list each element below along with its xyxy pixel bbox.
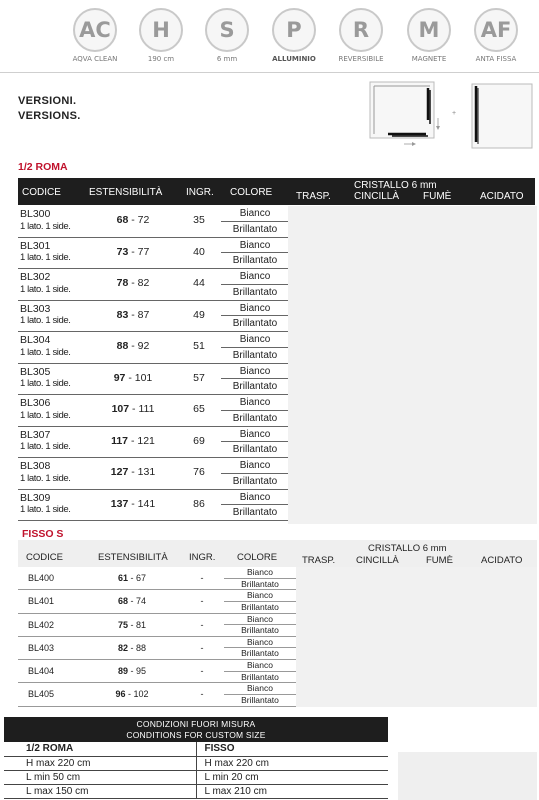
colore-2: Brillantato [232, 223, 278, 235]
row-code [20, 460, 71, 485]
colore-2: Brillantato [241, 601, 279, 612]
versions-en: VERSIONS. [18, 110, 81, 122]
colore-2: Brillantato [232, 255, 278, 266]
ext-max: 72 [137, 214, 150, 226]
ext-max: 74 [136, 596, 147, 607]
row-ingr: - [200, 642, 204, 653]
row-code: BL405 [28, 689, 55, 700]
row-colore [221, 490, 289, 521]
row-extensibility: 68 - 74 [117, 596, 147, 607]
ext-min: 97 [113, 371, 126, 384]
colore-2: Brillantato [232, 444, 278, 455]
colore-2: Brillantato [241, 578, 279, 589]
side-note: 1 lato. 1 side. [20, 472, 71, 484]
ext-min: 73 [116, 245, 129, 258]
ext-min: 82 [117, 642, 128, 653]
colore-1: Bianco [221, 364, 289, 380]
table-row [18, 395, 288, 427]
feature-icons [60, 8, 536, 68]
colore-1: Bianco [221, 490, 289, 506]
section-title-roma: 1/2 ROMA [18, 161, 68, 173]
conditions-col1-title: 1/2 ROMA [4, 742, 196, 756]
row-code: BL402 [28, 619, 55, 630]
colore-2: Brillantato [232, 286, 278, 298]
row-code [20, 208, 71, 233]
row-code: BL400 [28, 573, 55, 583]
row-ingr: - [200, 573, 204, 583]
feature-caption: ANTA FISSA [475, 55, 517, 63]
row-extensibility: 96 - 102 [115, 689, 149, 700]
row-ingr: - [200, 596, 204, 607]
versions-label [18, 94, 81, 124]
col-cristallo: CRISTALLO 6 mm [368, 543, 447, 554]
row-code [20, 429, 71, 454]
table2-body [18, 567, 296, 707]
ext-max: 95 [136, 666, 147, 677]
table1-glass-area [288, 206, 537, 524]
feature-r [326, 8, 396, 63]
code-value: BL307 [20, 428, 51, 441]
feature-caption: ALLUMINIO [272, 55, 316, 63]
row-extensibility: 68 - 72 [116, 214, 150, 226]
height-icon: H [139, 8, 183, 52]
colore-2: Brillantato [232, 507, 278, 518]
row-colore [221, 427, 289, 458]
row-extensibility: 137 - 141 [110, 497, 156, 510]
row-code [20, 303, 71, 328]
col-ingr: INGR. [186, 187, 214, 198]
col-acidato: ACIDATO [481, 555, 523, 566]
ext-max: 121 [137, 434, 155, 447]
feature-h [126, 8, 196, 63]
table-row [18, 332, 288, 364]
ext-min: 61 [117, 573, 128, 583]
row-colore [221, 364, 289, 395]
code-value: BL302 [20, 271, 51, 283]
col-trasp: TRASP. [302, 555, 336, 566]
row-code [20, 366, 71, 391]
row-extensibility: 117 - 121 [111, 434, 155, 447]
versions-it: VERSIONI. [18, 95, 77, 107]
row-extensibility: 61 - 67 [117, 573, 147, 583]
colore-2: Brillantato [232, 318, 278, 329]
conditions-cell: L max 210 cm [196, 784, 388, 798]
side-note: 1 lato. 1 side. [20, 220, 71, 232]
row-code: BL404 [28, 666, 55, 677]
ext-max: 101 [134, 371, 153, 384]
col-ingr: INGR. [189, 552, 216, 563]
custom-conditions [4, 717, 388, 799]
row-ingr: 51 [193, 340, 205, 352]
col-codice: CODICE [22, 187, 61, 198]
table-row [18, 660, 296, 683]
ext-min: 75 [117, 619, 128, 630]
colore-2: Brillantato [241, 625, 279, 636]
colore-1: Bianco [221, 332, 289, 348]
ext-max: 82 [137, 277, 150, 289]
side-note: 1 lato. 1 side. [20, 315, 71, 326]
row-extensibility: 88 - 92 [116, 340, 150, 352]
col-estensibilita: ESTENSIBILITÀ [89, 187, 163, 198]
code-value: BL303 [20, 302, 51, 315]
ext-min: 88 [116, 340, 129, 352]
conditions-cell: H max 220 cm [4, 756, 196, 770]
ext-min: 117 [111, 434, 129, 447]
row-code: BL401 [28, 596, 55, 607]
table-row [18, 238, 288, 270]
feature-caption: REVERSIBILE [338, 55, 384, 63]
conditions-cell: L max 150 cm [4, 784, 196, 798]
colore-1: Bianco [221, 238, 289, 254]
section-title-fisso: FISSO S [22, 528, 64, 540]
col-acidato: ACIDATO [480, 191, 524, 202]
row-code: BL403 [28, 642, 55, 653]
table-row [18, 269, 288, 301]
profile-icon: P [272, 8, 316, 52]
conditions-cell: L min 20 cm [196, 770, 388, 784]
colore-2: Brillantato [232, 412, 278, 424]
row-colore [221, 332, 289, 363]
side-note: 1 lato. 1 side. [20, 283, 71, 295]
ext-min: 89 [117, 666, 128, 677]
colore-1: Bianco [221, 301, 289, 317]
conditions-col2-title: FISSO [196, 742, 388, 756]
row-colore [221, 458, 289, 489]
table2-glass-area [296, 567, 537, 707]
colore-2: Brillantato [232, 381, 278, 392]
ext-max: 81 [136, 619, 147, 630]
row-colore [221, 395, 289, 426]
code-value: BL309 [20, 491, 51, 504]
colore-1: Bianco [224, 614, 296, 626]
feature-s [192, 8, 262, 63]
ext-max: 88 [136, 642, 147, 653]
feature-ac [60, 8, 130, 63]
row-ingr: - [200, 619, 204, 630]
side-note: 1 lato. 1 side. [20, 409, 71, 421]
row-colore [224, 590, 296, 613]
code-value: BL308 [20, 460, 51, 472]
feature-caption: 190 cm [147, 55, 175, 63]
row-colore [224, 614, 296, 637]
feature-m [394, 8, 464, 63]
row-colore [221, 269, 289, 300]
conditions-grey-block [398, 752, 537, 800]
colore-2: Brillantato [241, 695, 279, 706]
table-row [18, 490, 288, 522]
row-extensibility: 73 - 77 [116, 245, 150, 258]
table-row [18, 590, 296, 613]
col-fume: FUMÈ [426, 555, 453, 566]
ext-min: 83 [116, 308, 129, 321]
ext-min: 68 [117, 596, 128, 607]
colore-1: Bianco [221, 458, 289, 474]
row-code [20, 271, 71, 296]
row-ingr: 76 [193, 466, 205, 478]
col-fume: FUMÈ [423, 191, 452, 202]
ac-icon: AC [73, 8, 117, 52]
ext-min: 137 [110, 497, 129, 510]
side-note: 1 lato. 1 side. [20, 346, 71, 358]
col-cincilla: CINCILLÀ [356, 555, 399, 566]
ext-min: 78 [116, 277, 129, 289]
colore-1: Bianco [224, 637, 296, 649]
feature-caption: 6 mm [216, 55, 238, 63]
ext-min: 68 [116, 214, 129, 226]
ext-max: 92 [137, 340, 150, 352]
row-extensibility: 75 - 81 [117, 619, 147, 630]
ext-min: 107 [111, 403, 130, 415]
ext-max: 131 [137, 466, 156, 478]
ext-max: 67 [136, 573, 147, 583]
table1-body [18, 206, 288, 521]
top-divider [0, 72, 539, 73]
table-row [18, 683, 296, 706]
diagram-plus: + [452, 110, 457, 117]
row-ingr: 57 [193, 371, 205, 384]
row-extensibility: 82 - 88 [117, 642, 147, 653]
feature-caption: MAGNETE [411, 55, 447, 63]
version-diagram-fixed [470, 82, 538, 152]
feature-caption: AQVA CLEAN [72, 55, 118, 63]
col-cristallo: CRISTALLO 6 mm [354, 180, 437, 191]
row-extensibility: 97 - 101 [113, 371, 153, 384]
row-extensibility: 107 - 111 [111, 403, 155, 415]
magnet-icon: M [407, 8, 451, 52]
code-value: BL304 [20, 334, 51, 346]
code-value: BL300 [20, 208, 51, 220]
colore-2: Brillantato [241, 648, 279, 659]
table-row [18, 567, 296, 590]
ext-min: 127 [110, 466, 129, 478]
conditions-table [4, 742, 388, 799]
row-colore [224, 683, 296, 706]
table-row [18, 206, 288, 238]
row-ingr: 44 [193, 277, 205, 289]
table-row [18, 364, 288, 396]
row-extensibility: 127 - 131 [110, 466, 156, 478]
conditions-title-en: CONDITIONS FOR CUSTOM SIZE [126, 730, 266, 740]
colore-1: Bianco [221, 395, 289, 411]
table2-header [18, 540, 537, 567]
row-code [20, 334, 71, 359]
side-note: 1 lato. 1 side. [20, 504, 71, 515]
version-diagram-corner [368, 80, 448, 150]
colore-1: Bianco [224, 683, 296, 695]
row-ingr: 86 [193, 497, 205, 510]
col-trasp: TRASP. [296, 191, 331, 202]
code-value: BL301 [20, 239, 51, 252]
table-row [18, 427, 288, 459]
row-ingr: 69 [193, 434, 205, 447]
thickness-icon: S [205, 8, 249, 52]
row-extensibility: 89 - 95 [117, 666, 147, 677]
row-ingr: - [200, 689, 204, 700]
col-cincilla: CINCILLÀ [354, 191, 400, 202]
feature-af [461, 8, 531, 63]
ext-max: 77 [137, 245, 150, 258]
table-row [18, 614, 296, 637]
ext-max: 111 [138, 403, 155, 415]
col-codice: CODICE [26, 552, 63, 563]
colore-2: Brillantato [232, 475, 278, 487]
fixed-panel-icon: AF [474, 8, 518, 52]
code-value: BL306 [20, 397, 51, 409]
row-colore [224, 567, 296, 590]
col-colore: COLORE [237, 552, 278, 563]
conditions-cell: H max 220 cm [196, 756, 388, 770]
conditions-cell: L min 50 cm [4, 770, 196, 784]
table1-header [18, 178, 535, 205]
row-extensibility: 78 - 82 [116, 277, 150, 289]
colore-1: Bianco [224, 567, 296, 579]
col-colore: COLORE [230, 187, 273, 198]
feature-p [259, 8, 329, 63]
side-note: 1 lato. 1 side. [20, 441, 71, 452]
table-row [18, 637, 296, 660]
colore-1: Bianco [224, 660, 296, 672]
row-extensibility: 83 - 87 [116, 308, 150, 321]
row-colore [224, 637, 296, 660]
conditions-title-it: CONDIZIONI FUORI MISURA [136, 719, 256, 729]
table-row [18, 301, 288, 333]
table-row [18, 458, 288, 490]
ext-max: 141 [137, 497, 156, 510]
colore-1: Bianco [221, 427, 289, 443]
row-ingr: 40 [193, 245, 205, 258]
row-ingr: 65 [193, 403, 205, 415]
ext-max: 87 [137, 308, 150, 321]
colore-1: Bianco [224, 590, 296, 602]
row-code [20, 397, 71, 422]
colore-2: Brillantato [232, 349, 278, 361]
row-ingr: - [200, 666, 204, 677]
row-colore [221, 238, 289, 269]
colore-1: Bianco [221, 269, 289, 285]
col-estensibilita: ESTENSIBILITÀ [98, 552, 168, 563]
row-code [20, 492, 71, 517]
row-code [20, 240, 71, 265]
ext-min: 96 [115, 689, 126, 700]
colore-2: Brillantato [241, 671, 279, 682]
side-note: 1 lato. 1 side. [20, 378, 71, 389]
row-colore [224, 660, 296, 683]
row-ingr: 49 [193, 308, 205, 321]
conditions-header [4, 717, 388, 742]
row-colore [221, 206, 289, 237]
row-ingr: 35 [193, 214, 205, 226]
code-value: BL305 [20, 365, 51, 378]
reversible-icon: R [339, 8, 383, 52]
side-note: 1 lato. 1 side. [20, 252, 71, 263]
colore-1: Bianco [221, 206, 289, 222]
row-colore [221, 301, 289, 332]
ext-max: 102 [133, 689, 149, 700]
